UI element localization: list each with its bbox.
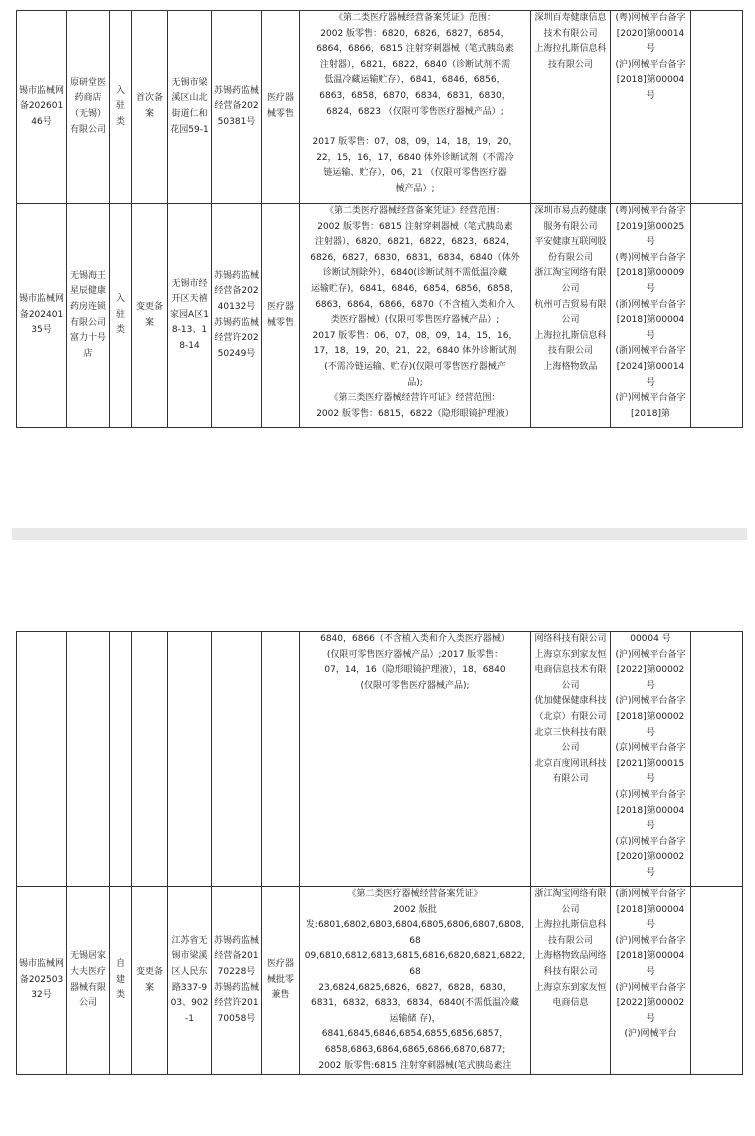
remarks-cell <box>691 11 743 204</box>
license-number <box>212 632 262 887</box>
list-line: 6824，6823 （仅限可零售医疗器械产品）; <box>326 106 504 117</box>
list-line: (粤)网械平台备字[2020]第00014 号 <box>615 13 686 55</box>
record-number: 锡市监械网备20260146号 <box>17 11 67 204</box>
list-line: 上海拉扎斯信息科技有限公司 <box>534 920 607 946</box>
company-name <box>67 632 110 887</box>
list-line: 优加健保健康科技（北京）有限公司 <box>534 696 607 722</box>
list-line: 品); <box>407 377 423 388</box>
list-line: 上海拉扎斯信息科技有限公司 <box>534 330 607 357</box>
platform-companies <box>531 11 611 204</box>
list-line: 上海拉扎斯信息科技有限公司 <box>534 44 607 70</box>
list-line: 链运输、贮存），06，21 （仅限可零售医疗器 <box>323 168 507 179</box>
business-scope <box>300 632 531 887</box>
list-line: (沪)网械平台备字[2018]第00002 号 <box>615 696 686 738</box>
remarks-cell <box>691 204 743 428</box>
platform-filing-numbers <box>611 632 691 887</box>
access-mode: 自建类 <box>110 887 132 1075</box>
business-mode: 医疗器械零售 <box>262 204 300 428</box>
license-number: 苏锡药监械经营备20250381号 <box>212 11 262 204</box>
record-row <box>17 632 743 887</box>
list-line: 诊断试剂除外），6840(诊断试剂不需低温冷藏 <box>323 268 507 279</box>
list-line: (京)网械平台备字[2018]第00004 号 <box>615 789 686 832</box>
business-scope <box>300 887 531 1075</box>
list-line: 22，15，16，17，6840 体外诊断试剂（不需冷 <box>316 152 514 163</box>
record-table-page-2 <box>16 631 743 1075</box>
list-line: 07，14，16（隐形眼镜护理液），18，6840 <box>324 665 506 676</box>
document-page-1 <box>0 0 755 528</box>
record-number <box>17 632 67 887</box>
list-line: 17，18，19，20，21，22，6840 体外诊断试剂 <box>313 346 517 357</box>
list-line: 浙江淘宝网络有限公司 <box>534 889 607 915</box>
access-mode: 入驻类 <box>110 11 132 204</box>
list-line: 09,6810,6812,6813,6815,6816,6820,6821,6822,68 <box>304 951 526 977</box>
list-line: 6841,6845,6846,6854,6855,6856,6857， <box>321 1029 509 1040</box>
list-line: 平安健康互联网股份有限公司 <box>534 237 607 263</box>
list-line: (浙)网械平台备字[2018]第00004 号 <box>615 299 686 341</box>
list-line: 上海京东到家友恒电商信息技术有限公司 <box>534 649 607 691</box>
business-mode: 医疗器械批零兼售 <box>262 887 300 1075</box>
list-line: (仅限可零售医疗器械产品）;2017 版零售： <box>326 649 504 660</box>
list-line: 6864，6866，6815 注射穿刺器械（笔式胰岛素 <box>316 44 514 55</box>
list-line: 浙江淘宝网络有限公司 <box>534 268 607 294</box>
platform-companies <box>531 204 611 428</box>
license-number: 苏锡药监械经营备20170228号苏锡药监械经营许20170058号 <box>212 887 262 1075</box>
business-address: 无锡市经开区天禧家园A区18-13、18-14 <box>168 204 212 428</box>
platform-filing-numbers <box>611 887 691 1075</box>
list-line: 北京百度网讯科技有限公司 <box>534 758 607 785</box>
company-name: 无锡居家大夫医疗器械有限公司 <box>67 887 110 1075</box>
list-line: (沪)网械平台备字[2018]第00004 号 <box>615 935 686 977</box>
list-line: (粤)网械平台备字[2018]第00009 号 <box>615 252 686 294</box>
list-line: 注射器），6820，6821，6822，6823，6824， <box>314 237 516 248</box>
record-row <box>17 887 743 1075</box>
record-row <box>17 11 743 204</box>
license-number: 苏锡药监械经营备20240132号苏锡药监械经营许20250249号 <box>212 204 262 428</box>
business-scope <box>300 11 531 204</box>
list-line: 《第三类医疗器械经营许可证》经营范围： <box>329 393 501 404</box>
record-table-page-1 <box>16 10 743 428</box>
list-line: 类医疗器械）(仅限可零售医疗器械产品）; <box>330 315 500 326</box>
record-number: 锡市监械网备20250332号 <box>17 887 67 1075</box>
list-line: 2002 版零售：6820，6826，6827，6854， <box>320 28 510 39</box>
list-line: 2002 版批 <box>393 904 437 915</box>
list-line: 6840，6866（不含植入类和介入类医疗器械） <box>320 634 510 644</box>
list-line: (沪)网械平台备字[2018]第 <box>615 393 686 419</box>
blank-line <box>304 120 526 135</box>
platform-companies <box>531 632 611 887</box>
list-line: 《第二类医疗器械经营备案凭证》经营范围： <box>324 206 505 216</box>
platform-filing-numbers <box>611 11 691 204</box>
business-address: 无锡市梁溪区山北街道仁和花园59-1 <box>168 11 212 204</box>
filing-type <box>132 632 168 887</box>
list-line: 6863，6858，6870，6834，6831，6830， <box>319 90 511 101</box>
list-line: 《第二类医疗器械经营备案凭证》范围： <box>333 13 496 23</box>
list-line: (粤)网械平台备字[2019]第00025 号 <box>615 206 686 248</box>
list-line: 北京三快科技有限公司 <box>534 727 607 754</box>
list-line: 发:6801,6802,6803,6804,6805,6806,6807,6808,68 <box>305 920 525 946</box>
list-line: (不需冷链运输、贮存)(仅限可零售医疗器械产 <box>324 361 506 372</box>
list-line: 杭州可吉贸易有限公司 <box>534 299 607 326</box>
list-line: 2017 版零售：07，08，09，14，18，19，20， <box>312 137 518 148</box>
business-mode <box>262 632 300 887</box>
list-line: 00004 号 <box>630 634 671 644</box>
list-line: 网络科技有限公司 <box>534 634 607 644</box>
list-line: (沪)网械平台 <box>624 1029 677 1040</box>
list-line: 6858,6863,6864,6865,6866,6870,6877; <box>324 1044 506 1055</box>
list-line: (沪)网械平台备字[2018]第00004 号 <box>615 59 686 101</box>
list-line: (浙)网械平台备字[2018]第00004 号 <box>615 889 686 931</box>
list-line: 23,6824,6825,6826，6827，6828，6830， <box>318 982 512 993</box>
list-line: 6826，6827，6830，6831，6834，6840（体外 <box>310 252 520 263</box>
list-line: (沪)网械平台备字[2022]第00002 号 <box>615 982 686 1024</box>
company-name: 原研堂医药商店（无锡）有限公司 <box>67 11 110 204</box>
list-line: 械产品）; <box>395 183 435 194</box>
filing-type: 变更备案 <box>132 887 168 1075</box>
business-address <box>168 632 212 887</box>
access-mode: 入驻类 <box>110 204 132 428</box>
list-line: 《第二类医疗器械经营备案凭证》 <box>347 889 483 899</box>
filing-type: 首次备案 <box>132 11 168 204</box>
record-row <box>17 204 743 428</box>
list-line: 2017 版零售：06，07，08，09，14，15，16， <box>312 330 518 341</box>
company-name: 无锡海王星辰健康药房连锁有限公司富力十号店 <box>67 204 110 428</box>
access-mode <box>110 632 132 887</box>
list-line: 上海格物致品 <box>543 361 598 372</box>
list-line: (仅限可零售医疗器械产品); <box>360 680 470 691</box>
list-line: 2002 版零售:6815 注射穿刺器械(笔式胰岛素注 <box>318 1060 512 1071</box>
list-line: (京)网械平台备字[2020]第00002 号 <box>615 836 686 878</box>
list-line: 6863，6864，6866，6870（不含植入类和介入 <box>315 299 515 310</box>
list-line: 6831，6832，6833，6834，6840(不需低温冷藏 <box>310 998 520 1009</box>
platform-filing-numbers <box>611 204 691 428</box>
list-line: (沪)网械平台备字[2022]第00002 号 <box>615 649 686 691</box>
list-line: 低温冷藏运输贮存），6841，6846，6856， <box>324 75 506 86</box>
remarks-cell <box>691 887 743 1075</box>
page-separator <box>12 528 747 540</box>
list-line: 上海格物致品网络科技有限公司 <box>534 951 607 977</box>
document-page-2 <box>0 540 755 1136</box>
remarks-cell <box>691 632 743 887</box>
business-mode: 医疗器械零售 <box>262 11 300 204</box>
record-number: 锡市监械网备20240135号 <box>17 204 67 428</box>
list-line: 2002 版零售：6815，6822（隐形眼镜护理液） <box>316 408 514 419</box>
business-address: 江苏省无锡市梁溪区人民东路337-903、902-1 <box>168 887 212 1075</box>
platform-companies <box>531 887 611 1075</box>
list-line: 深圳百寿健康信息技术有限公司 <box>534 13 607 39</box>
list-line: 上海京东到家友恒电商信息 <box>534 982 607 1009</box>
list-line: (浙)网械平台备字[2024]第00014 号 <box>615 346 686 388</box>
list-line: 注射器），6821，6822，6840（诊断试剂不需 <box>319 59 511 70</box>
list-line: (京)网械平台备字[2021]第00015 号 <box>615 743 686 785</box>
list-line: 运输贮存)，6841，6846，6854，6856，6858， <box>310 283 520 294</box>
list-line: 运输储 存)， <box>389 1013 441 1024</box>
filing-type: 变更备案 <box>132 204 168 428</box>
list-line: 2002 版零售：6815 注射穿刺器械（笔式胰岛素 <box>317 221 513 232</box>
list-line: 深圳市易点药健康服务有限公司 <box>534 206 607 232</box>
business-scope <box>300 204 531 428</box>
